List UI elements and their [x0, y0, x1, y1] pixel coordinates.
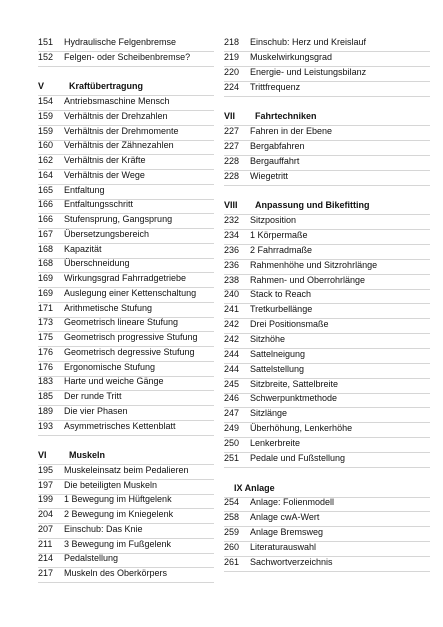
page-number: 151	[38, 37, 54, 47]
entry-title: Kapazität	[64, 243, 102, 254]
page-number: 232	[224, 215, 240, 226]
page-number: 183	[38, 376, 54, 387]
section-number: VIII	[224, 200, 238, 211]
page-number: 244	[224, 348, 240, 359]
page-number: 167	[38, 228, 54, 239]
page-number: 168	[38, 258, 54, 269]
entry-title: Harte und weiche Gänge	[64, 376, 164, 387]
page-number: 260	[224, 541, 240, 552]
row-divider	[224, 467, 430, 468]
page-number: 214	[38, 553, 54, 564]
row-divider	[38, 582, 214, 583]
page-number: 152	[38, 51, 54, 62]
page-number: 171	[38, 302, 54, 313]
entry-title: Überhöhung, Lenkerhöhe	[250, 423, 353, 434]
entry-title: Muskelwirkungsgrad	[250, 51, 333, 62]
entry-title: Einschub: Das Knie	[64, 523, 143, 534]
page-number: 175	[38, 332, 54, 342]
row-divider	[38, 435, 214, 436]
page-number: 261	[224, 556, 240, 567]
section-title: Muskeln	[69, 450, 106, 460]
page-number: 160	[38, 140, 54, 151]
page-number: 240	[224, 289, 240, 300]
entry-title: Anlage cwA-Wert	[250, 512, 320, 523]
entry-title: Trittfrequenz	[250, 81, 301, 92]
entry-title: Sitzlänge	[250, 408, 288, 419]
entry-title: Asymmetrisches Kettenblatt	[64, 420, 176, 431]
page-number: 195	[38, 464, 54, 475]
page-number: 220	[224, 66, 240, 77]
page-number: 244	[224, 363, 240, 374]
entry-title: Muskeleinsatz beim Pedalieren	[64, 464, 189, 475]
section-title: IX Anlage	[234, 482, 275, 493]
entry-title: 2 Bewegung im Kniegelenk	[64, 509, 174, 519]
entry-title: Rahmen- und Oberrohrlänge	[250, 274, 366, 285]
entry-title: Die beteiligten Muskeln	[64, 479, 158, 490]
entry-title: Sattelneigung	[250, 348, 306, 359]
page-number: 169	[38, 287, 54, 298]
page-number: 199	[38, 494, 54, 505]
entry-title: Entfaltung	[64, 184, 105, 195]
entry-title: Ergonomische Stufung	[64, 361, 156, 372]
page-number: 224	[224, 81, 240, 92]
entry-title: Überschneidung	[64, 258, 130, 269]
page-number: 185	[38, 391, 54, 401]
page-number: 176	[38, 346, 54, 357]
page-number: 189	[38, 405, 54, 416]
page-number: 159	[38, 125, 54, 136]
section-number: VII	[224, 111, 236, 122]
entry-title: Bergauffahrt	[250, 155, 300, 166]
page-number: 219	[224, 51, 240, 62]
entry-title: 2 Fahrradmaße	[250, 244, 313, 255]
page-number: 249	[224, 423, 240, 434]
entry-title: Die vier Phasen	[64, 405, 128, 416]
entry-title: Muskeln des Oberkörpers	[64, 568, 168, 578]
page-number: 169	[38, 273, 54, 283]
entry-title: Sitzbreite, Sattelbreite	[250, 378, 339, 389]
page-number: 259	[224, 527, 240, 538]
page-number: 228	[224, 170, 240, 181]
section-number: VI	[38, 450, 47, 460]
entry-title: Verhältnis der Drehmomente	[64, 125, 179, 136]
entry-title: Literaturauswahl	[250, 541, 317, 552]
section-title: Anpassung und Bikefitting	[255, 200, 370, 211]
page-number: 159	[38, 110, 54, 121]
page-number: 238	[224, 274, 240, 285]
entry-title: Arithmetische Stufung	[64, 302, 153, 313]
page-number: 165	[38, 184, 54, 195]
entry-title: Entfaltungsschritt	[64, 199, 134, 210]
page-number: 247	[224, 408, 240, 419]
entry-title: Geometrisch progressive Stufung	[64, 332, 198, 342]
entry-title: Geometrisch degressive Stufung	[64, 346, 195, 357]
entry-title: Geometrisch lineare Stufung	[64, 317, 179, 328]
page-number: 228	[224, 155, 240, 166]
page-number: 250	[224, 437, 240, 448]
row-divider	[224, 571, 430, 572]
entry-title: Auslegung einer Kettenschaltung	[64, 287, 197, 298]
page-number: 236	[224, 259, 240, 270]
entry-title: Anlage Bremsweg	[250, 527, 324, 538]
page-number: 234	[224, 230, 240, 241]
page-number: 207	[38, 523, 54, 534]
page-number: 227	[224, 126, 240, 137]
page-number: 168	[38, 243, 54, 254]
entry-title: Hydraulische Felgenbremse	[64, 37, 177, 47]
entry-title: 1 Bewegung im Hüftgelenk	[64, 494, 172, 505]
entry-title: Pedalstellung	[64, 553, 119, 564]
page-number: 154	[38, 96, 54, 106]
entry-title: Stack to Reach	[250, 289, 312, 300]
page-number: 241	[224, 304, 240, 315]
entry-title: Sitzhöhe	[250, 334, 286, 344]
entry-title: Verhältnis der Kräfte	[64, 155, 146, 165]
entry-title: 1 Körpermaße	[250, 230, 308, 241]
entry-title: Pedale und Fußstellung	[250, 452, 346, 463]
entry-title: Anlage: Folienmodell	[250, 497, 335, 508]
entry-title: Sattelstellung	[250, 363, 305, 374]
page-number: 166	[38, 199, 54, 210]
page-number: 246	[224, 393, 240, 404]
row-divider	[224, 185, 430, 186]
entry-title: Wirkungsgrad Fahrradgetriebe	[64, 273, 187, 283]
entry-title: Antriebsmaschine Mensch	[64, 96, 170, 106]
entry-title: Der runde Tritt	[64, 391, 122, 401]
page-number: 242	[224, 334, 240, 344]
page-number: 197	[38, 479, 54, 490]
entry-title: Sachwortverzeichnis	[250, 556, 333, 567]
section-title: Fahrtechniken	[255, 111, 317, 122]
entry-title: Bergabfahren	[250, 140, 305, 151]
page-number: 193	[38, 420, 54, 431]
page-number: 204	[38, 509, 54, 519]
entry-title: Lenkerbreite	[250, 437, 301, 448]
page-number: 162	[38, 155, 54, 165]
page-number: 245	[224, 378, 240, 389]
section-number: V	[38, 81, 45, 92]
entry-title: Verhältnis der Drehzahlen	[64, 110, 168, 121]
page-number: 164	[38, 169, 54, 180]
page-number: 242	[224, 319, 240, 330]
entry-title: Felgen- oder Scheibenbremse?	[64, 51, 191, 62]
entry-title: Rahmenhöhe und Sitzrohrlänge	[250, 259, 378, 270]
entry-title: Energie- und Leistungsbilanz	[250, 66, 367, 77]
page-number: 173	[38, 317, 54, 328]
page-number: 218	[224, 37, 240, 47]
entry-title: Verhältnis der Zähnezahlen	[64, 140, 174, 151]
entry-title: Verhältnis der Wege	[64, 169, 145, 180]
entry-title: Tretkurbellänge	[250, 304, 313, 315]
page-number: 227	[224, 140, 240, 151]
entry-title: Drei Positionsmaße	[250, 319, 329, 330]
page-number: 176	[38, 361, 54, 372]
page-number: 251	[224, 452, 240, 463]
entry-title: Fahren in der Ebene	[250, 126, 333, 137]
entry-title: Übersetzungsbereich	[64, 228, 150, 239]
page-number: 258	[224, 512, 240, 523]
page-number: 236	[224, 244, 240, 255]
page-number: 211	[38, 538, 53, 549]
row-divider	[38, 66, 214, 67]
page-number: 166	[38, 214, 54, 224]
section-title: Kraftübertragung	[69, 81, 143, 92]
row-divider	[224, 96, 430, 97]
entry-title: Sitzposition	[250, 215, 297, 226]
entry-title: Stufensprung, Gangsprung	[64, 214, 173, 224]
entry-title: Einschub: Herz und Kreislauf	[250, 37, 367, 47]
entry-title: Wiegetritt	[250, 170, 289, 181]
entry-title: 3 Bewegung im Fußgelenk	[64, 538, 172, 549]
entry-title: Schwerpunktmethode	[250, 393, 338, 404]
page-number: 217	[38, 568, 54, 578]
page-number: 254	[224, 497, 240, 508]
